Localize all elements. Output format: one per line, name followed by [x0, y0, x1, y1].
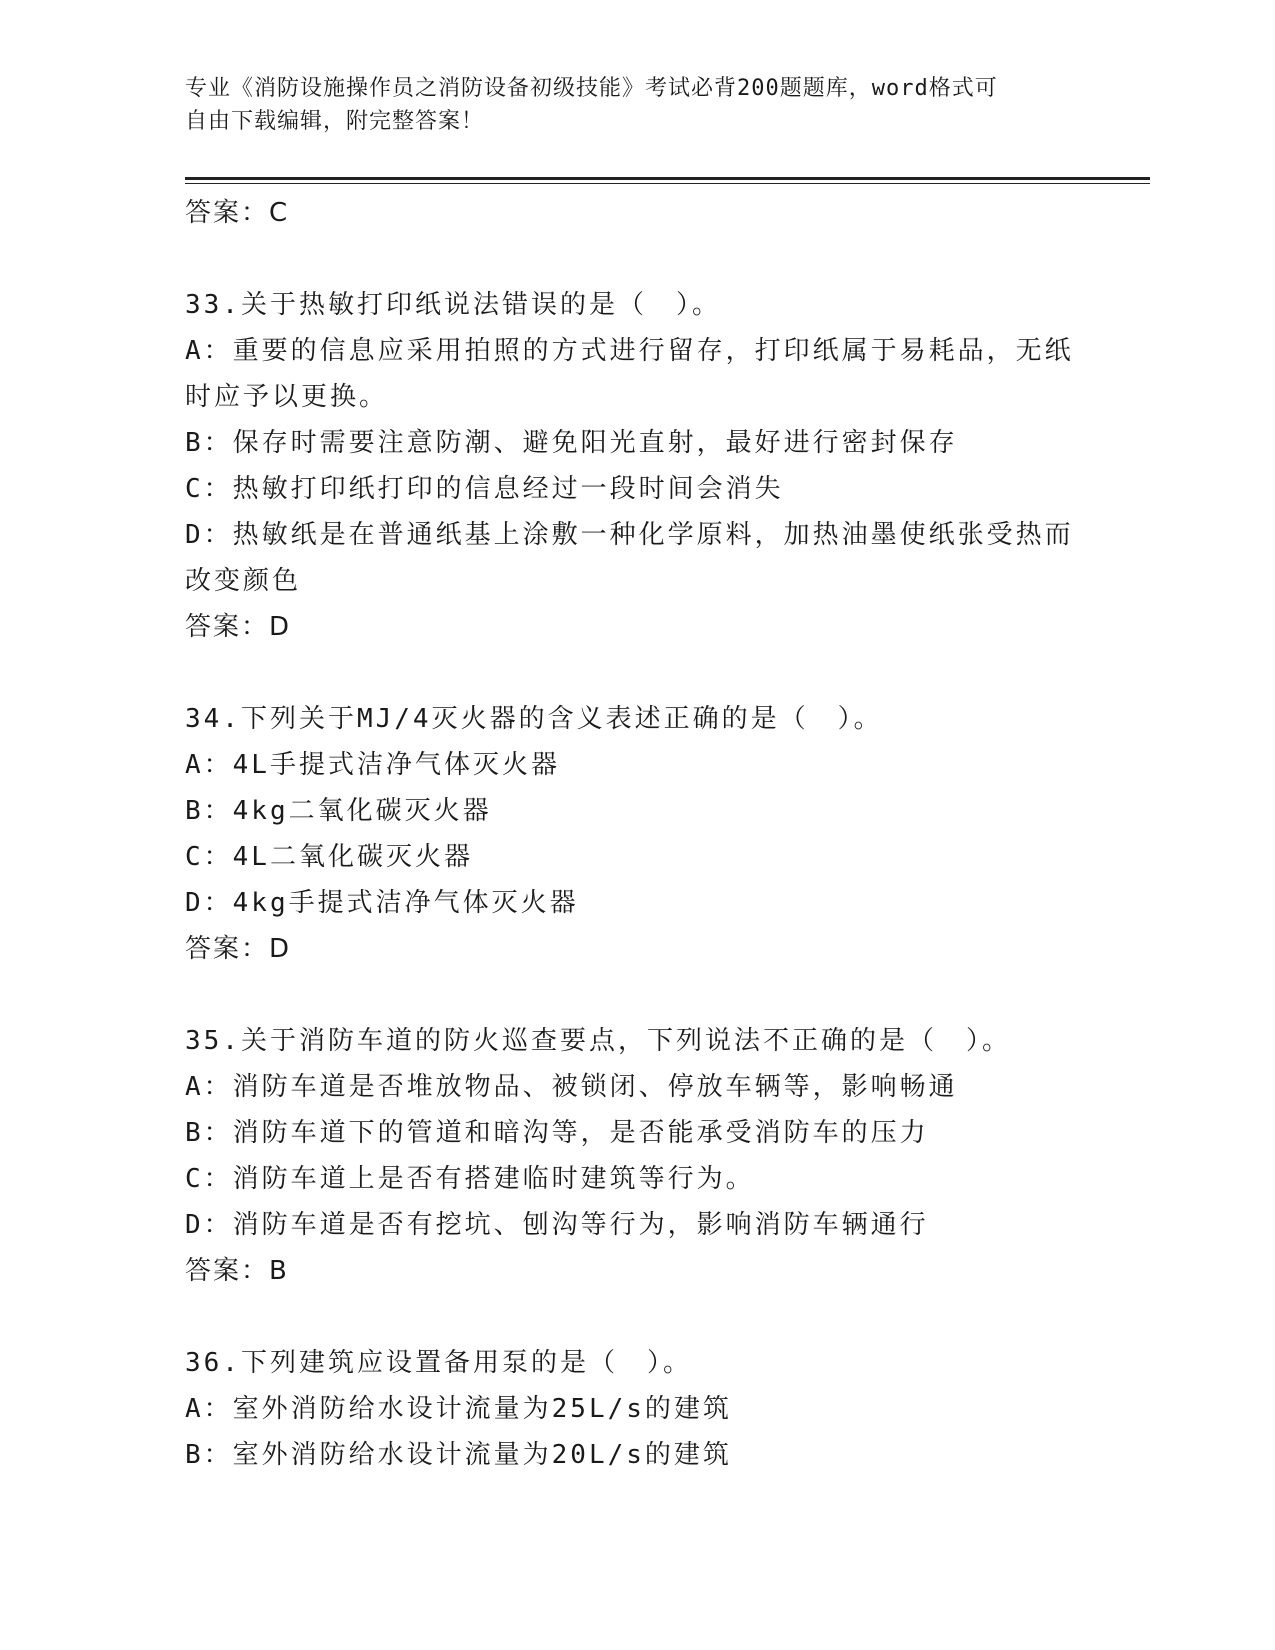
option-b: B：室外消防给水设计流量为20L/s的建筑 [185, 1440, 732, 1470]
question-stem: 36.下列建筑应设置备用泵的是（ ）。 [185, 1348, 692, 1378]
header-divider-thin [185, 183, 1150, 184]
option-a-continued: 时应予以更换。 [185, 382, 389, 412]
option-c: C：4L二氧化碳灭火器 [185, 842, 473, 872]
option-d: D：热敏纸是在普通纸基上涂敷一种化学原料，加热油墨使纸张受热而 [185, 520, 1074, 550]
header-line-1: 专业《消防设施操作员之消防设备初级技能》考试必背200题题库，word格式可 [185, 76, 998, 101]
document-header [185, 72, 1085, 138]
option-a: A：重要的信息应采用拍照的方式进行留存，打印纸属于易耗品，无纸 [185, 336, 1074, 366]
spacer [185, 972, 1105, 1018]
option-d-continued: 改变颜色 [185, 566, 302, 596]
spacer [185, 236, 1105, 282]
question-list [185, 190, 1105, 1478]
question-33 [185, 282, 1105, 650]
question-stem: 35.关于消防车道的防火巡查要点，下列说法不正确的是（ ）。 [185, 1026, 1011, 1056]
option-b: B：4kg二氧化碳灭火器 [185, 796, 492, 826]
option-a: A：室外消防给水设计流量为25L/s的建筑 [185, 1394, 732, 1424]
answer: 答案：D [185, 612, 292, 642]
spacer [185, 1294, 1105, 1340]
spacer [185, 650, 1105, 696]
option-d: D：4kg手提式洁净气体灭火器 [185, 888, 579, 918]
option-a: A：4L手提式洁净气体灭火器 [185, 750, 560, 780]
question-36 [185, 1340, 1105, 1478]
answer: 答案：B [185, 1256, 289, 1286]
question-34 [185, 696, 1105, 972]
header-divider-thick [185, 177, 1150, 180]
option-c: C：消防车道上是否有搭建临时建筑等行为。 [185, 1164, 755, 1194]
option-c: C：热敏打印纸打印的信息经过一段时间会消失 [185, 474, 784, 504]
option-b: B：保存时需要注意防潮、避免阳光直射，最好进行密封保存 [185, 428, 958, 458]
answer: 答案：D [185, 934, 292, 964]
question-stem: 34.下列关于MJ/4灭火器的含义表述正确的是（ ）。 [185, 704, 883, 734]
option-d: D：消防车道是否有挖坑、刨沟等行为，影响消防车辆通行 [185, 1210, 929, 1240]
question-stem: 33.关于热敏打印纸说法错误的是（ ）。 [185, 290, 721, 320]
header-line-2: 自由下载编辑，附完整答案！ [185, 109, 485, 134]
option-a: A：消防车道是否堆放物品、被锁闭、停放车辆等，影响畅通 [185, 1072, 958, 1102]
previous-answer: 答案：C [185, 198, 290, 228]
option-b: B：消防车道下的管道和暗沟等，是否能承受消防车的压力 [185, 1118, 929, 1148]
question-35 [185, 1018, 1105, 1294]
